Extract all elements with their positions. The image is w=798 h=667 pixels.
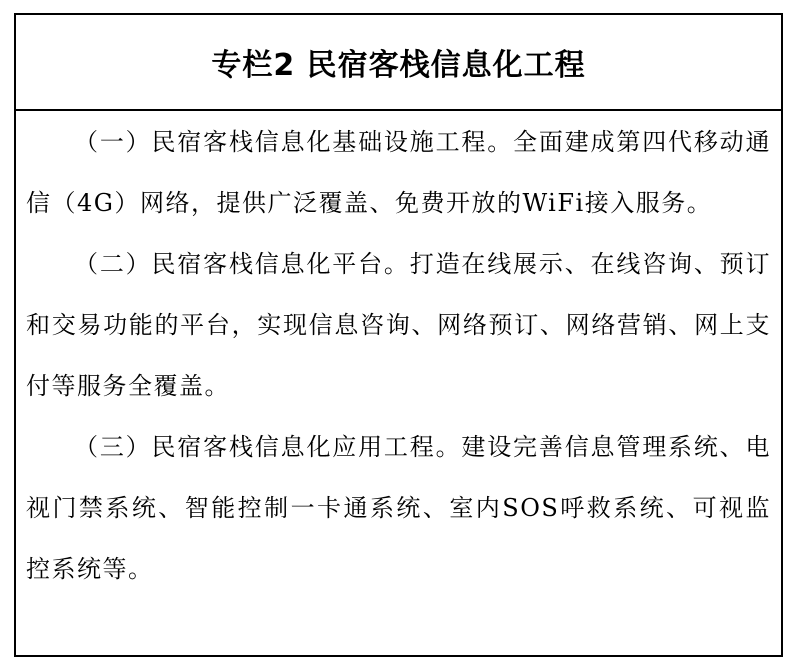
column-body	[16, 112, 781, 600]
paragraph-platform: （二）民宿客栈信息化平台。打造在线展示、在线咨询、预订和交易功能的平台，实现信息咨询、网络预订、网络营销、网上支付等服务全覆盖。	[26, 250, 771, 400]
column-title: 专栏2 民宿客栈信息化工程	[211, 48, 586, 83]
title-row	[16, 15, 781, 111]
paragraph-infrastructure: （一）民宿客栈信息化基础设施工程。全面建成第四代移动通信（4G）网络，提供广泛覆盖、免费开放的WiFi接入服务。	[26, 128, 771, 217]
column-box	[14, 13, 783, 657]
paragraph-application: （三）民宿客栈信息化应用工程。建设完善信息管理系统、电视门禁系统、智能控制一卡通系统、室内SOS呼救系统、可视监控系统等。	[26, 433, 771, 583]
